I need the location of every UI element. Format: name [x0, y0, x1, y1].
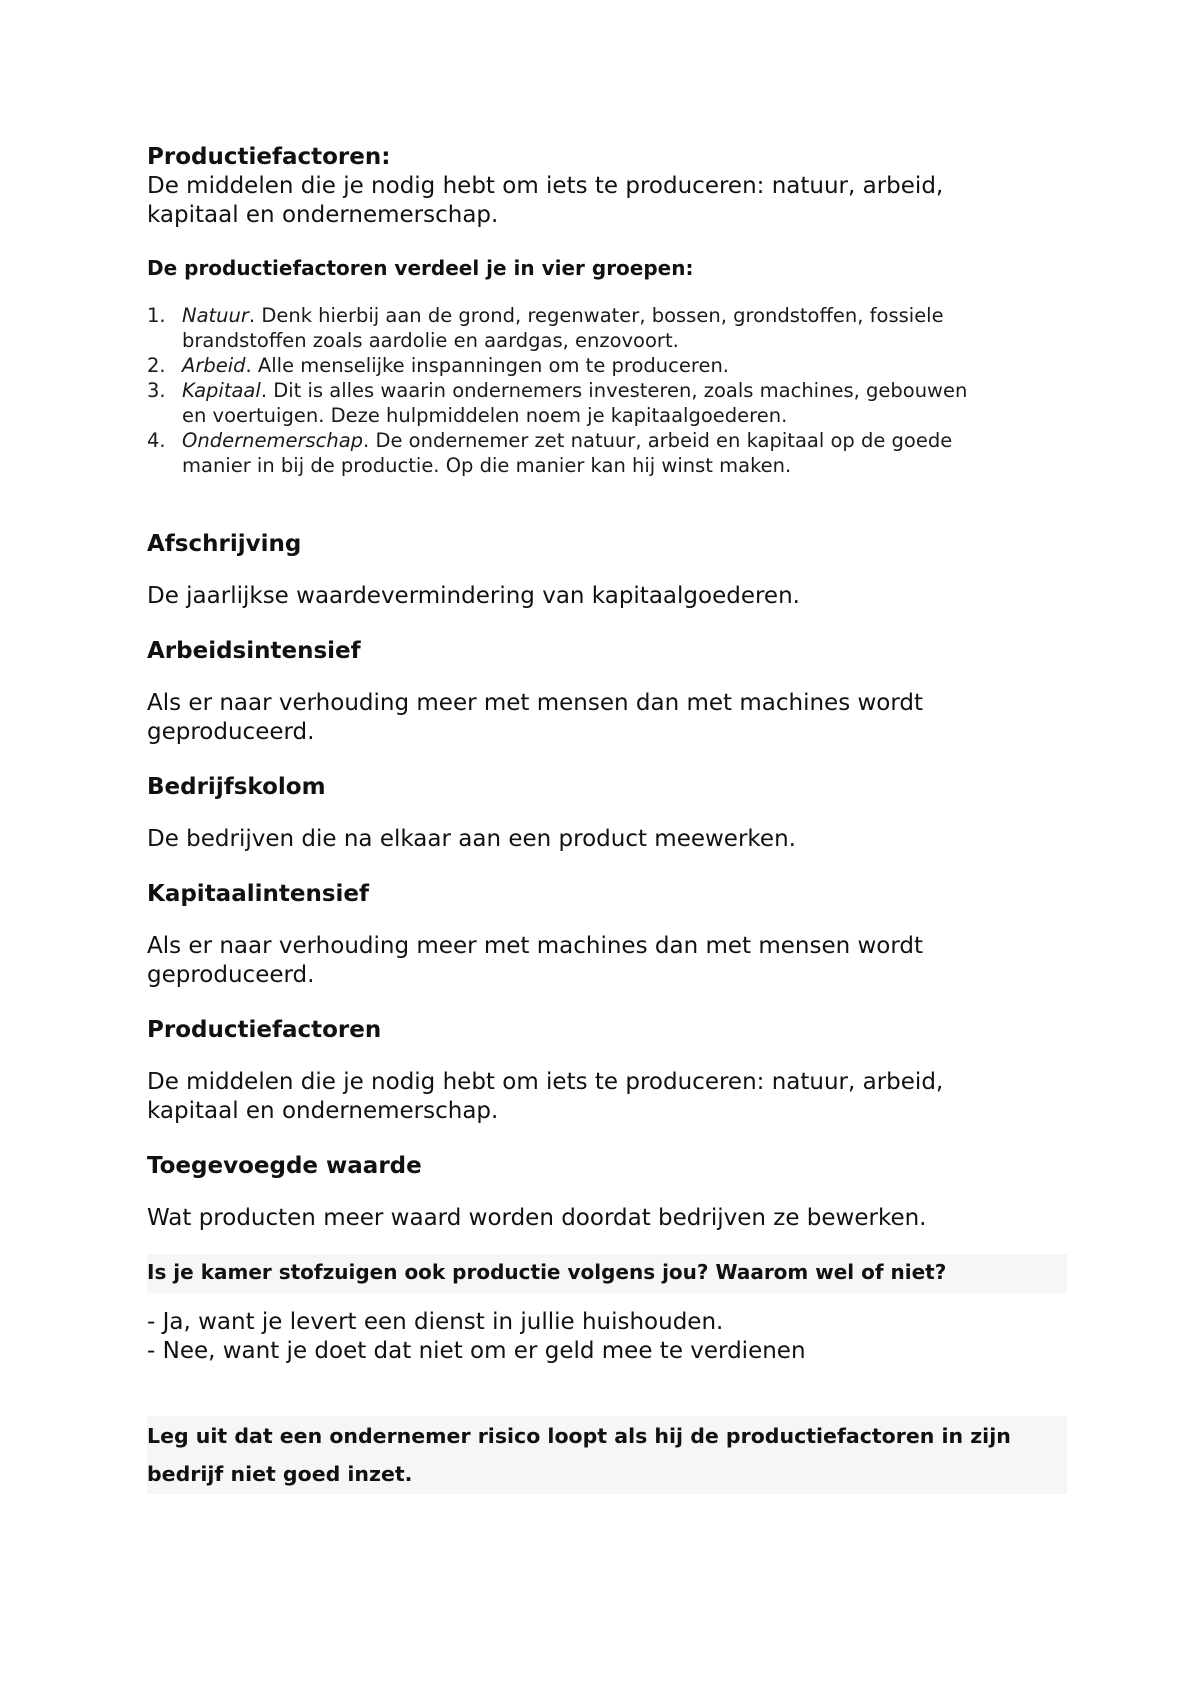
answer-line: - Ja, want je levert een dienst in jullie huishouden.: [147, 1309, 724, 1335]
glossary-entry: [147, 1152, 1067, 1233]
glossary-definition: Wat producten meer waard worden doordat bedrijven ze bewerken.: [147, 1205, 927, 1231]
glossary-definition: De jaarlijkse waardevermindering van kapitaalgoederen.: [147, 583, 800, 609]
glossary-term: Arbeidsintensief: [147, 638, 361, 664]
glossary-term: Toegevoegde waarde: [147, 1153, 422, 1179]
intro-title: Productiefactoren:: [147, 144, 391, 170]
list-text-continued: brandstoffen zoals aardolie en aardgas, enzovoort.: [182, 329, 679, 352]
glossary-entry: [147, 637, 1067, 747]
glossary-definition: De middelen die je nodig hebt om iets te produceren: natuur, arbeid, kapitaal en ondernemerschap.: [147, 1069, 944, 1124]
groups-heading: De productiefactoren verdeel je in vier groepen:: [147, 256, 694, 280]
glossary-term: Kapitaalintensief: [147, 881, 370, 907]
document-page: [147, 143, 1067, 1494]
list-term: Kapitaal: [182, 379, 261, 402]
factor-list: [147, 303, 1067, 478]
list-item: [147, 353, 1067, 378]
question-two-line: bedrijf niet goed inzet.: [147, 1462, 413, 1486]
list-text-continued: manier in bij de productie. Op die manier kan hij winst maken.: [182, 454, 792, 477]
glossary-entry: [147, 880, 1067, 990]
list-text-continued: en voertuigen. Deze hulpmiddelen noem je kapitaalgoederen.: [182, 404, 788, 427]
answer-line: - Nee, want je doet dat niet om er geld mee te verdienen: [147, 1338, 806, 1364]
list-text: . Dit is alles waarin ondernemers investeren, zoals machines, gebouwen: [260, 379, 968, 402]
glossary-term: Bedrijfskolom: [147, 774, 326, 800]
list-item: [147, 303, 1067, 353]
list-text: . Alle menselijke inspanningen om te produceren.: [245, 354, 730, 377]
intro-definition: De middelen die je nodig hebt om iets te produceren: natuur, arbeid, kapitaal en ondernemerschap.: [147, 173, 944, 228]
glossary-definition: Als er naar verhouding meer met machines dan met mensen wordt geproduceerd.: [147, 933, 924, 988]
glossary-term: Afschrijving: [147, 531, 302, 557]
list-term: Arbeid: [182, 354, 246, 377]
question-two: [147, 1416, 1067, 1494]
list-number: 2.: [147, 354, 166, 377]
question-one: Is je kamer stofzuigen ook productie volgens jou? Waarom wel of niet?: [147, 1254, 1067, 1293]
question-two-line: Leg uit dat een ondernemer risico loopt als hij de productiefactoren in zijn: [147, 1424, 1011, 1448]
list-number: 3.: [147, 379, 166, 402]
glossary-entry: [147, 773, 1067, 854]
glossary-term: Productiefactoren: [147, 1017, 382, 1043]
list-number: 1.: [147, 304, 166, 327]
list-item: [147, 378, 1067, 428]
answer-list: [147, 1308, 1067, 1366]
list-text: . De ondernemer zet natuur, arbeid en kapitaal op de goede: [363, 429, 953, 452]
glossary-entry: [147, 530, 1067, 611]
list-term: Ondernemerschap: [182, 429, 364, 452]
glossary-entry: [147, 1016, 1067, 1126]
glossary-definition: De bedrijven die na elkaar aan een product meewerken.: [147, 826, 796, 852]
list-text: . Denk hierbij aan de grond, regenwater, bossen, grondstoffen, fossiele: [248, 304, 944, 327]
glossary-definition: Als er naar verhouding meer met mensen dan met machines wordt geproduceerd.: [147, 690, 924, 745]
list-item: [147, 428, 1067, 478]
list-term: Natuur: [182, 304, 249, 327]
list-number: 4.: [147, 429, 166, 452]
